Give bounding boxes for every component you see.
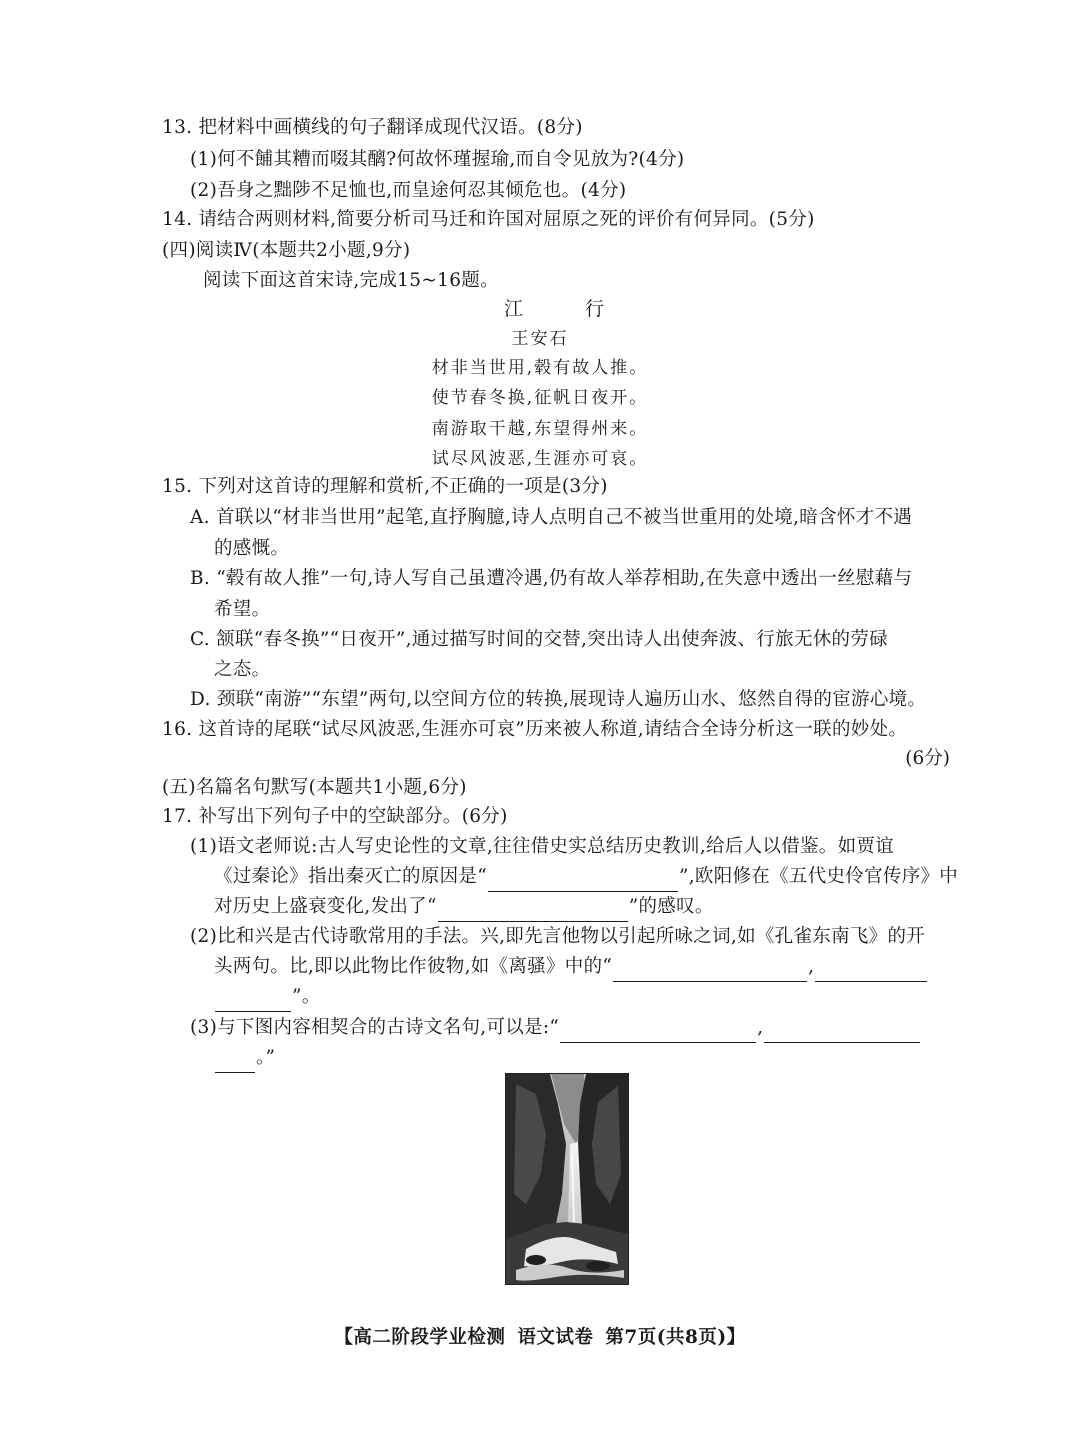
q15-stem: 15. 下列对这首诗的理解和赏析,不正确的一项是(3分)	[162, 476, 608, 497]
q17-item-2-line-3	[214, 982, 321, 1012]
q17-item-3-text: ,	[757, 1017, 764, 1038]
poem-author: 王安石	[511, 329, 569, 349]
q17-item-2-line-2	[214, 952, 928, 982]
q17-item-1-line-3	[214, 892, 714, 922]
q17-item-1-text: 对历史上盛衰变化,发出了“	[214, 896, 437, 917]
section-4-heading: (四)阅读Ⅳ(本题共2小题,9分)	[162, 240, 411, 261]
q14-stem: 14. 请结合两则材料,简要分析司马迁和许国对屈原之死的评价有何异同。(5分)	[162, 209, 815, 230]
answer-blank[interactable]	[764, 1020, 920, 1043]
footer-page-number: 第7页(共8页)】	[605, 1327, 746, 1348]
q13-item-2: (2)吾身之黜陟不足恤也,而皇途何忍其倾危也。(4分)	[190, 180, 627, 201]
q16-stem: 16. 这首诗的尾联“试尽风波恶,生涯亦可哀”历来被人称道,请结合全诗分析这一联的妙处。	[162, 719, 908, 740]
poem-line: 材非当世用,毂有故人推。	[431, 358, 649, 378]
q15-option-b-cont: 希望。	[214, 599, 271, 620]
answer-blank[interactable]	[488, 869, 678, 892]
q17-item-1: (1)语文老师说:古人写史论性的文章,往往借史实总结历史教训,给后人以借鉴。如贾谊	[190, 836, 895, 857]
poem-line: 南游取干越,东望得州来。	[431, 419, 649, 439]
footer-subject: 语文试卷	[517, 1327, 594, 1348]
q17-item-2-text: 头两句。比,即以此物比作彼物,如《离骚》中的“	[214, 956, 613, 977]
answer-blank[interactable]	[215, 1050, 255, 1073]
q13-item-1: (1)何不餔其糟而啜其醨?何故怀瑾握瑜,而自令见放为?(4分)	[190, 149, 685, 170]
q16-score: (6分)	[905, 748, 950, 769]
page-footer	[0, 1323, 1080, 1353]
q17-item-1-line-2	[214, 862, 958, 892]
q15-option-a-cont: 的感慨。	[214, 538, 290, 559]
q17-item-1-text: ”的感叹。	[628, 896, 714, 917]
answer-blank[interactable]	[815, 959, 927, 982]
q17-item-1-text: ”,欧阳修在《五代史伶官传序》中	[678, 866, 959, 887]
q17-item-3-text: (3)与下图内容相契合的古诗文名句,可以是:“	[190, 1017, 560, 1038]
poem-line: 使节春冬换,征帆日夜开。	[431, 388, 649, 408]
q17-item-2-text: ,	[808, 956, 815, 977]
q15-option-c: C. 颔联“春冬换”“日夜开”,通过描写时间的交替,突出诗人出使奔波、行旅无休的劳碌	[190, 629, 888, 650]
q17-item-1-text: 《过秦论》指出秦灭亡的原因是“	[214, 866, 487, 887]
answer-blank[interactable]	[215, 989, 291, 1012]
answer-blank[interactable]	[438, 899, 628, 922]
q17-item-3-text: 。”	[256, 1047, 276, 1068]
q15-option-b: B. “毂有故人推”一句,诗人写自己虽遭冷遇,仍有故人举荐相助,在失意中透出一丝慰藉与	[190, 568, 913, 589]
q17-item-3-line-2	[214, 1043, 275, 1073]
q17-stem: 17. 补写出下列句子中的空缺部分。(6分)	[162, 806, 508, 827]
poem-line: 试尽风波恶,生涯亦可哀。	[431, 449, 649, 469]
q15-option-d: D. 颈联“南游”“东望”两句,以空间方位的转换,展现诗人遍历山水、悠然自得的宦游心境。	[190, 689, 927, 710]
poem-title: 江 行	[503, 298, 633, 320]
q15-option-c-cont: 之态。	[214, 659, 271, 680]
q13-stem: 13. 把材料中画横线的句子翻译成现代汉语。(8分)	[162, 117, 583, 138]
section-4-instruction: 阅读下面这首宋诗,完成15~16题。	[203, 270, 499, 291]
section-5-heading: (五)名篇名句默写(本题共1小题,6分)	[162, 777, 467, 798]
footer-exam-name: 【高二阶段学业检测	[334, 1327, 506, 1348]
answer-blank[interactable]	[560, 1020, 756, 1043]
q17-item-2-text: ”。	[292, 986, 321, 1007]
waterfall-mountain-picture	[505, 1073, 629, 1285]
q17-item-3	[190, 1013, 921, 1043]
q17-item-2: (2)比和兴是古代诗歌常用的手法。兴,即先言他物以引起所咏之词,如《孔雀东南飞》的开	[190, 926, 926, 947]
q15-option-a: A. 首联以“材非当世用”起笔,直抒胸臆,诗人点明自己不被当世重用的处境,暗含怀才不遇	[190, 507, 913, 528]
answer-blank[interactable]	[613, 959, 807, 982]
